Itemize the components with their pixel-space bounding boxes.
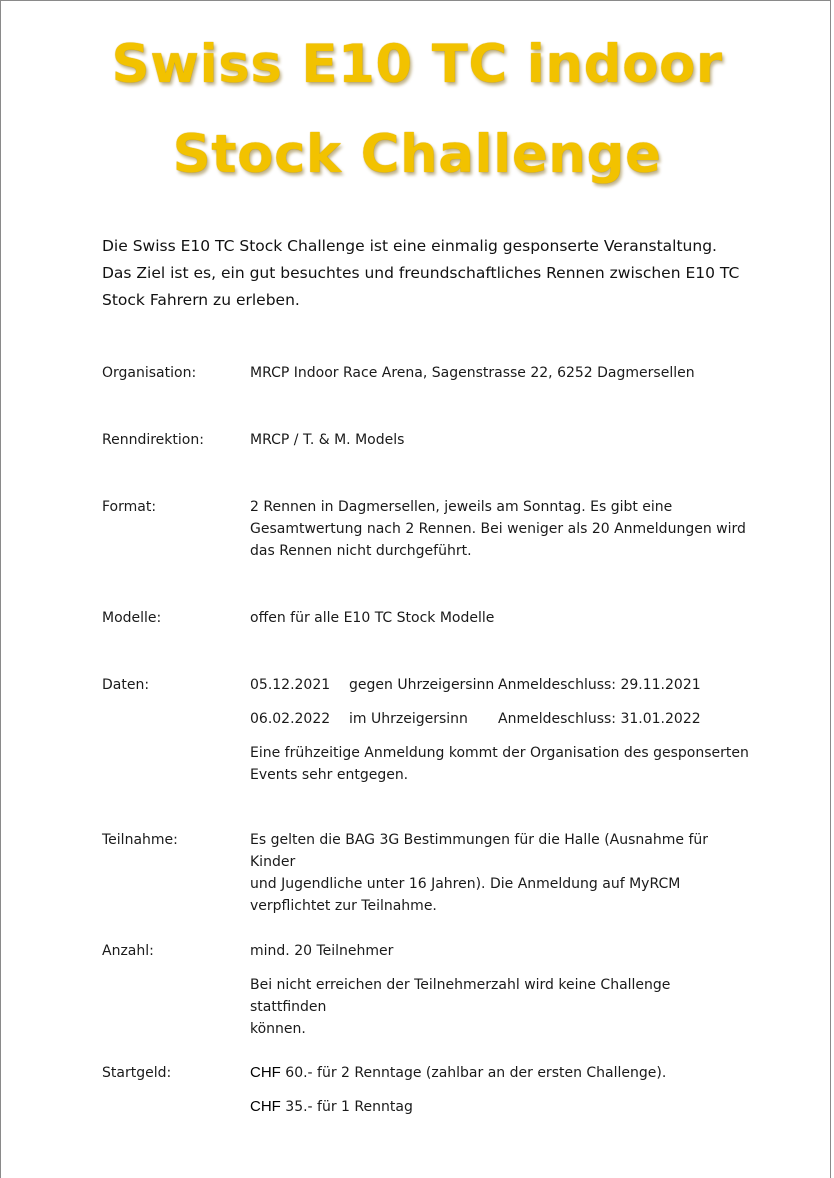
date-value: 06.02.2022: [250, 711, 331, 727]
date-direction: im Uhrzeigersinn: [349, 711, 468, 727]
teilnahme-value: [250, 829, 750, 917]
intro-line: Stock Fahrern zu erleben.: [102, 291, 300, 309]
daten-label: Daten:: [102, 677, 150, 693]
teilnahme-label: Teilnahme:: [102, 832, 178, 848]
renndirektion-label: Renndirektion:: [102, 432, 204, 448]
anzahl-value: [250, 940, 750, 1040]
date-direction: gegen Uhrzeigersinn: [349, 677, 495, 693]
currency-label: CHF: [250, 1064, 281, 1081]
daten-note-line: Eine frühzeitige Anmeldung kommt der Organisation des gesponserten: [250, 745, 749, 761]
date-deadline: Anmeldeschluss: 31.01.2022: [498, 711, 701, 727]
date-entry: [250, 674, 750, 696]
startgeld-fee-line: [250, 1062, 750, 1084]
date-value: 05.12.2021: [250, 677, 331, 693]
format-value: [250, 496, 750, 562]
intro-line: Die Swiss E10 TC Stock Challenge ist eine einmalig gesponserte Veranstaltung.: [102, 237, 717, 255]
format-line: 2 Rennen in Dagmersellen, jeweils am Sonntag. Es gibt eine: [250, 499, 673, 515]
format-line: Gesamtwertung nach 2 Rennen. Bei weniger als 20 Anmeldungen wird: [250, 521, 746, 537]
startgeld-label: Startgeld:: [102, 1065, 172, 1081]
startgeld-fee-line: [250, 1096, 750, 1118]
intro-line: Das Ziel ist es, ein gut besuchtes und freundschaftliches Rennen zwischen E10 TC: [102, 264, 740, 282]
teilnahme-line: und Jugendliche unter 16 Jahren). Die Anmeldung auf MyRCM: [250, 876, 681, 892]
anzahl-min: mind. 20 Teilnehmer: [250, 943, 394, 959]
anzahl-note-line: Bei nicht erreichen der Teilnehmerzahl wird keine Challenge stattfinden: [250, 977, 671, 1015]
daten-value: [250, 674, 750, 786]
title-line-2: Stock Challenge: [172, 124, 662, 185]
anzahl-label: Anzahl:: [102, 943, 154, 959]
intro-paragraph: [102, 233, 782, 314]
modelle-label: Modelle:: [102, 610, 162, 626]
date-entry: [250, 708, 750, 730]
format-label: Format:: [102, 499, 157, 515]
anzahl-note-line: können.: [250, 1021, 306, 1037]
format-line: das Rennen nicht durchgeführt.: [250, 543, 472, 559]
renndirektion-value: MRCP / T. & M. Models: [250, 432, 405, 448]
organisation-value: MRCP Indoor Race Arena, Sagenstrasse 22, 6252 Dagmersellen: [250, 365, 695, 381]
currency-label: CHF: [250, 1098, 281, 1115]
startgeld-value: [250, 1062, 750, 1118]
teilnahme-line: Es gelten die BAG 3G Bestimmungen für die Halle (Ausnahme für Kinder: [250, 832, 709, 870]
organisation-label: Organisation:: [102, 365, 197, 381]
date-deadline: Anmeldeschluss: 29.11.2021: [498, 677, 701, 693]
teilnahme-line: verpflichtet zur Teilnahme.: [250, 898, 437, 914]
fee-text: 35.- für 1 Renntag: [285, 1099, 413, 1115]
fee-text: 60.- für 2 Renntage (zahlbar an der ersten Challenge).: [285, 1065, 667, 1081]
title-line-1: Swiss E10 TC indoor: [111, 34, 723, 95]
daten-note-line: Events sehr entgegen.: [250, 767, 409, 783]
modelle-value: offen für alle E10 TC Stock Modelle: [250, 610, 495, 626]
